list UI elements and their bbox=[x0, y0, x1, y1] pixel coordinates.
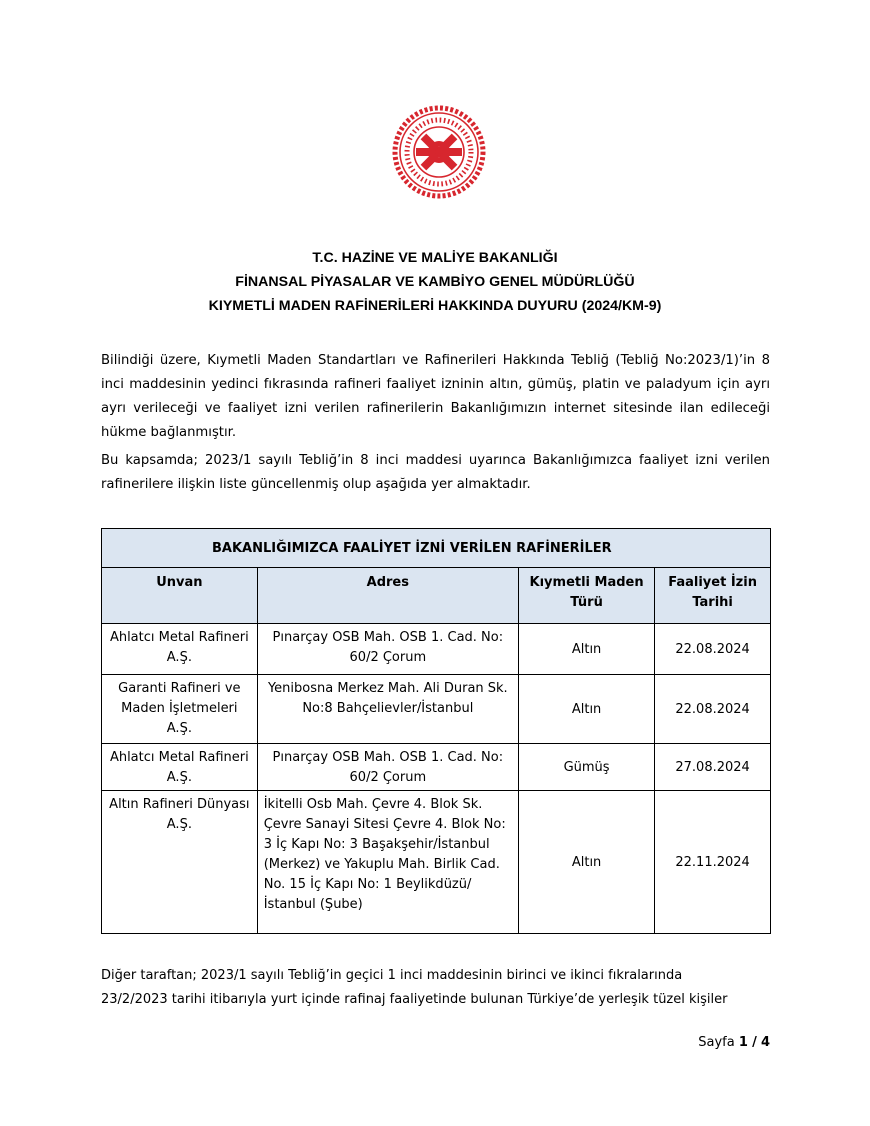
total-pages: 4 bbox=[760, 1035, 770, 1050]
cell-maden-turu: Altın bbox=[518, 624, 654, 675]
column-header-adres: Adres bbox=[257, 568, 518, 624]
closing-line: Diğer taraftan; 2023/1 sayılı Tebliğ’in geçici 1 inci maddesinin birinci ve ikinci fıkralarında bbox=[101, 968, 683, 983]
ministry-seal-logo bbox=[386, 104, 492, 200]
table-row bbox=[102, 744, 771, 791]
current-page: 1 bbox=[738, 1035, 748, 1050]
cell-izin-tarihi: 22.11.2024 bbox=[655, 791, 771, 934]
cell-izin-tarihi: 22.08.2024 bbox=[655, 675, 771, 744]
paragraph-intro: Bilindiği üzere, Kıymetli Maden Standartları ve Rafinerileri Hakkında Tebliğ (Tebliğ No:2023/1)’in 8 inci maddesinin yedinci fıkrasında rafineri faaliyet izninin altın, gümüş, platin ve paladyum için ayrı ayrı verileceği ve faaliyet izni verilen rafinerilerin Bakanlığımızın internet sitesinde ilan edileceği hükme bağlanmıştır. bbox=[101, 353, 770, 440]
paragraph-closing bbox=[101, 964, 770, 1012]
page-number bbox=[698, 1035, 770, 1050]
cell-izin-tarihi: 22.08.2024 bbox=[655, 624, 771, 675]
table-row bbox=[102, 791, 771, 934]
cell-unvan: Ahlatcı Metal Rafineri A.Ş. bbox=[102, 744, 258, 791]
cell-izin-tarihi: 27.08.2024 bbox=[655, 744, 771, 791]
cell-unvan: Ahlatcı Metal Rafineri A.Ş. bbox=[102, 624, 258, 675]
title-ministry: T.C. HAZİNE VE MALİYE BAKANLIĞI bbox=[312, 250, 558, 266]
refineries-table bbox=[101, 528, 771, 934]
page-separator: / bbox=[752, 1035, 757, 1050]
document-title-block bbox=[0, 246, 870, 318]
cell-unvan: Altın Rafineri Dünyası A.Ş. bbox=[102, 791, 258, 934]
table-row bbox=[102, 675, 771, 744]
cell-adres: Yenibosna Merkez Mah. Ali Duran Sk. No:8 Bahçelievler/İstanbul bbox=[257, 675, 518, 744]
cell-adres: Pınarçay OSB Mah. OSB 1. Cad. No: 60/2 Çorum bbox=[257, 624, 518, 675]
cell-adres: İkitelli Osb Mah. Çevre 4. Blok Sk. Çevre Sanayi Sitesi Çevre 4. Blok No: 3 İç Kapı No: 3 Başakşehir/İstanbul (Merkez) ve Yakuplu Mah. Birlik Cad. No. 15 İç Kapı No: 1 Beylikdüzü/İstanbul (Şube) bbox=[257, 791, 518, 934]
column-header-izin-tarihi: Faaliyet İzin Tarihi bbox=[655, 568, 771, 624]
paragraph-scope: Bu kapsamda; 2023/1 sayılı Tebliğ’in 8 inci maddesi uyarınca Bakanlığımızca faaliyet izni verilen rafinerilere ilişkin liste güncellenmiş olup aşağıda yer almaktadır. bbox=[101, 453, 770, 492]
cell-unvan: Garanti Rafineri ve Maden İşletmeleri A.Ş. bbox=[102, 675, 258, 744]
column-header-unvan: Unvan bbox=[102, 568, 258, 624]
cell-adres: Pınarçay OSB Mah. OSB 1. Cad. No: 60/2 Çorum bbox=[257, 744, 518, 791]
closing-line: 23/2/2023 tarihi itibarıyla yurt içinde rafinaj faaliyetinde bulunan Türkiye’de yerleşik tüzel kişiler bbox=[101, 992, 728, 1007]
page-label: Sayfa bbox=[698, 1035, 735, 1050]
title-directorate: FİNANSAL PİYASALAR VE KAMBİYO GENEL MÜDÜRLÜĞÜ bbox=[235, 274, 635, 290]
cell-maden-turu: Gümüş bbox=[518, 744, 654, 791]
cell-maden-turu: Altın bbox=[518, 791, 654, 934]
table-caption: BAKANLIĞIMIZCA FAALİYET İZNİ VERİLEN RAFİNERİLER bbox=[102, 529, 771, 568]
table-header-row bbox=[102, 568, 771, 624]
column-header-maden-turu: Kıymetli Maden Türü bbox=[518, 568, 654, 624]
cell-maden-turu: Altın bbox=[518, 675, 654, 744]
table-row bbox=[102, 624, 771, 675]
title-announcement: KIYMETLİ MADEN RAFİNERİLERİ HAKKINDA DUYURU (2024/KM-9) bbox=[208, 298, 662, 314]
